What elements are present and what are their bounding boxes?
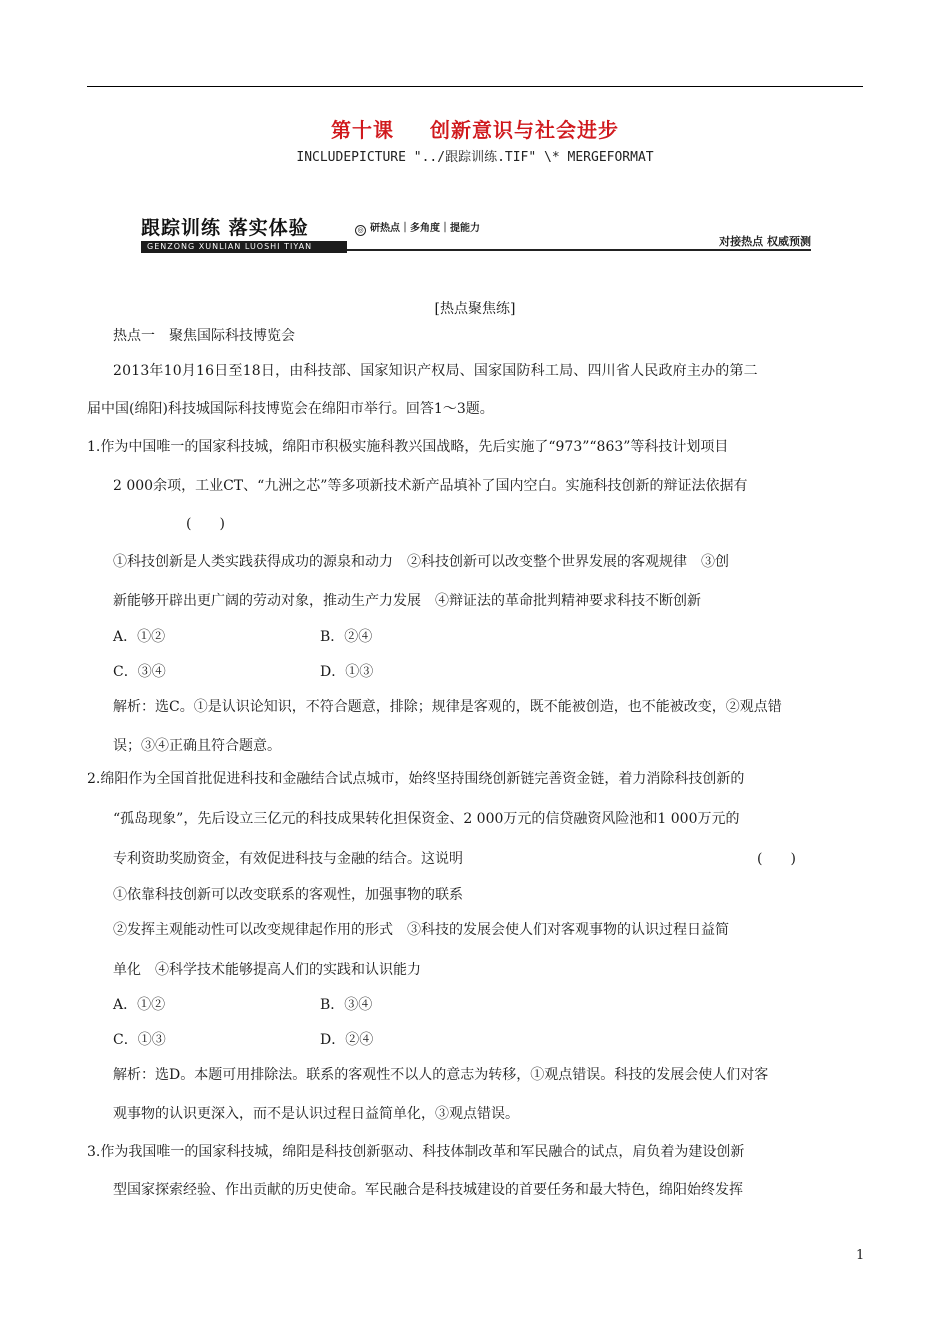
answer-bracket: ( ) — [186, 516, 225, 532]
intro-line: 2013年10月16日至18日，由科技部、国家知识产权局、国家国防科工局、四川省人民政府主办的第二 — [113, 363, 758, 379]
statement-line: ①依靠科技创新可以改变联系的客观性，加强事物的联系 — [113, 887, 463, 903]
banner-pinyin: GENZONG XUNLIAN LUOSHI TIYAN — [141, 241, 347, 253]
question-line: 2 000余项，工业CT、“九洲之芯”等多项新技术新产品填补了国内空白。实施科技创新的辩证法依据有 — [113, 478, 748, 494]
banner-line — [347, 249, 811, 251]
option-b: B．③④ — [320, 997, 373, 1013]
include-field: INCLUDEPICTURE "../跟踪训练.TIF" \* MERGEFORMAT — [296, 150, 654, 165]
section-title: [热点聚焦练] — [434, 301, 516, 317]
header-rule — [87, 86, 863, 87]
question-line: 1.作为中国唯一的国家科技城，绵阳市积极实施科教兴国战略，先后实施了“973”“863”等科技计划项目 — [87, 439, 729, 455]
explanation-line: 解析：选D。本题可用排除法。联系的客观性不以人的意志为转移，①观点错误。科技的发展会使人们对客 — [113, 1067, 769, 1083]
question-line: 型国家探索经验、作出贡献的历史使命。军民融合是科技城建设的首要任务和最大特色，绵阳始终发挥 — [113, 1182, 743, 1198]
banner-right: 对接热点 权威预测 — [719, 235, 811, 248]
question-line: 3.作为我国唯一的国家科技城，绵阳是科技创新驱动、科技体制改革和军民融合的试点，肩负着为建设创新 — [87, 1144, 745, 1160]
banner-tags-text: 研热点｜多角度｜提能力 — [370, 223, 480, 234]
explanation-line: 误；③④正确且符合题意。 — [113, 738, 281, 754]
option-a: A．①② — [113, 629, 166, 645]
option-d: D．①③ — [320, 664, 374, 680]
statement-line: ②发挥主观能动性可以改变规律起作用的形式 ③科技的发展会使人们对客观事物的认识过程日益简 — [113, 922, 729, 938]
statement-line: 新能够开辟出更广阔的劳动对象，推动生产力发展 ④辩证法的革命批判精神要求科技不断创新 — [113, 593, 701, 609]
section-banner — [141, 213, 811, 257]
statement-line: 单化 ④科学技术能够提高人们的实践和认识能力 — [113, 962, 421, 978]
option-c: C．①③ — [113, 1032, 166, 1048]
explanation-line: 解析：选C。①是认识论知识，不符合题意，排除；规律是客观的，既不能被创造，也不能被改变，②观点错 — [113, 699, 782, 715]
question-line: 专利资助奖励资金，有效促进科技与金融的结合。这说明 — [113, 851, 463, 867]
option-c: C．③④ — [113, 664, 166, 680]
intro-line: 届中国(绵阳)科技城国际科技博览会在绵阳市举行。回答1～3题。 — [87, 401, 494, 417]
page-title — [0, 114, 950, 143]
lesson-number: 第十课 — [331, 118, 394, 142]
hotspot-heading: 热点一 聚焦国际科技博览会 — [113, 328, 295, 344]
target-icon: ◎ — [355, 225, 366, 236]
option-d: D．②④ — [320, 1032, 374, 1048]
question-line: 2.绵阳作为全国首批促进科技和金融结合试点城市，始终坚持围绕创新链完善资金链，着力消除科技创新的 — [87, 771, 745, 787]
banner-main: 跟踪训练 落实体验 — [141, 217, 309, 239]
page-number: 1 — [856, 1248, 865, 1263]
answer-bracket: ( ) — [757, 851, 796, 867]
banner-tags — [355, 219, 480, 236]
explanation-line: 观事物的认识更深入，而不是认识过程日益简单化，③观点错误。 — [113, 1106, 519, 1122]
question-line: “孤岛现象”，先后设立三亿元的科技成果转化担保资金、2 000万元的信贷融资风险池和1 000万元的 — [113, 811, 740, 827]
option-a: A．①② — [113, 997, 166, 1013]
lesson-title: 创新意识与社会进步 — [430, 118, 619, 142]
statement-line: ①科技创新是人类实践获得成功的源泉和动力 ②科技创新可以改变整个世界发展的客观规律 ③创 — [113, 554, 729, 570]
option-b: B．②④ — [320, 629, 373, 645]
